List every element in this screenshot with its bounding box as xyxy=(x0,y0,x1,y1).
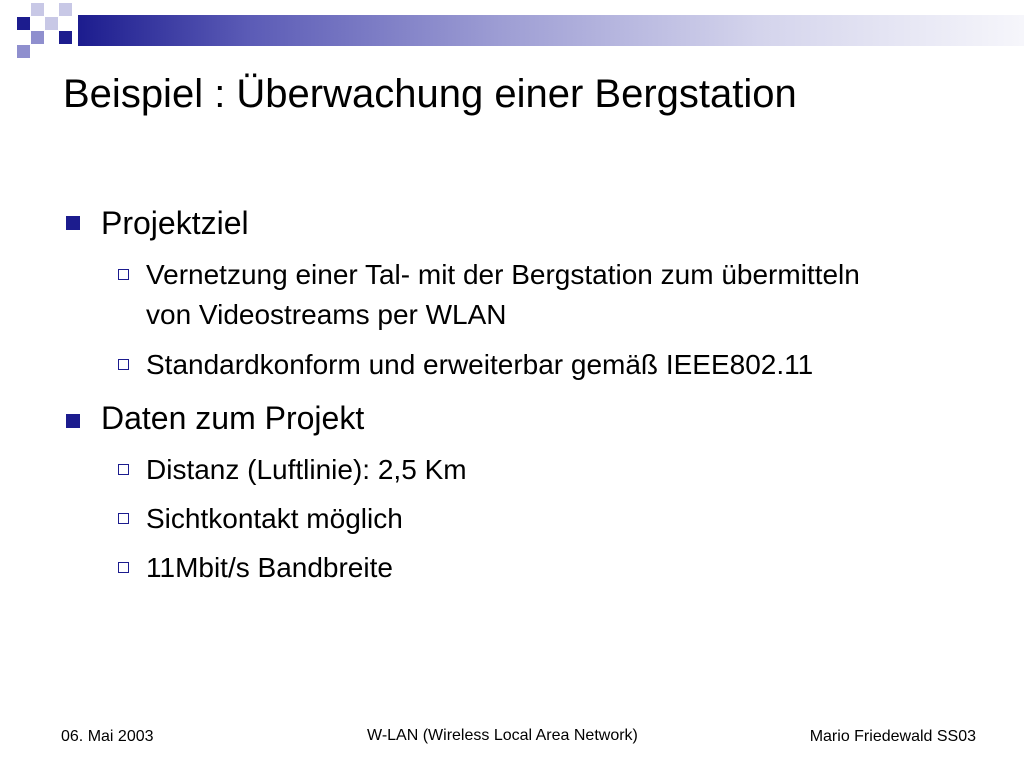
list-item-sichtkontakt: Sichtkontakt möglich xyxy=(146,503,403,534)
hollow-square-bullet-icon xyxy=(118,269,129,280)
list-item-distanz: Distanz (Luftlinie): 2,5 Km xyxy=(146,454,467,485)
header-square-dark xyxy=(17,17,30,30)
footer-date: 06. Mai 2003 xyxy=(61,728,154,745)
header-square-mid xyxy=(31,31,44,44)
slide-title: Beispiel : Überwachung einer Bergstation xyxy=(63,72,797,116)
list-item-vernetzung: Vernetzung einer Tal- mit der Bergstation zum übermitteln von Videostreams per WLAN xyxy=(146,259,860,330)
hollow-square-bullet-icon xyxy=(118,513,129,524)
header-square-dark xyxy=(59,31,72,44)
footer-author: Mario Friedewald SS03 xyxy=(809,728,976,745)
section-heading-projektziel: Projektziel xyxy=(101,205,249,241)
header-square-mid xyxy=(17,45,30,58)
footer-title: W-LAN (Wireless Local Area Network) xyxy=(367,727,638,744)
list-item-standardkonform: Standardkonform und erweiterbar gemäß IEEE802.11 xyxy=(146,349,814,380)
header-gradient-band xyxy=(78,15,1024,46)
square-bullet-icon xyxy=(66,216,80,230)
list-item-bandbreite: 11Mbit/s Bandbreite xyxy=(146,552,393,583)
square-bullet-icon xyxy=(66,414,80,428)
hollow-square-bullet-icon xyxy=(118,562,129,573)
header-square-light xyxy=(45,17,58,30)
header-square-light xyxy=(59,3,72,16)
hollow-square-bullet-icon xyxy=(118,359,129,370)
section-heading-daten: Daten zum Projekt xyxy=(101,400,365,436)
header-square-light xyxy=(31,3,44,16)
hollow-square-bullet-icon xyxy=(118,464,129,475)
